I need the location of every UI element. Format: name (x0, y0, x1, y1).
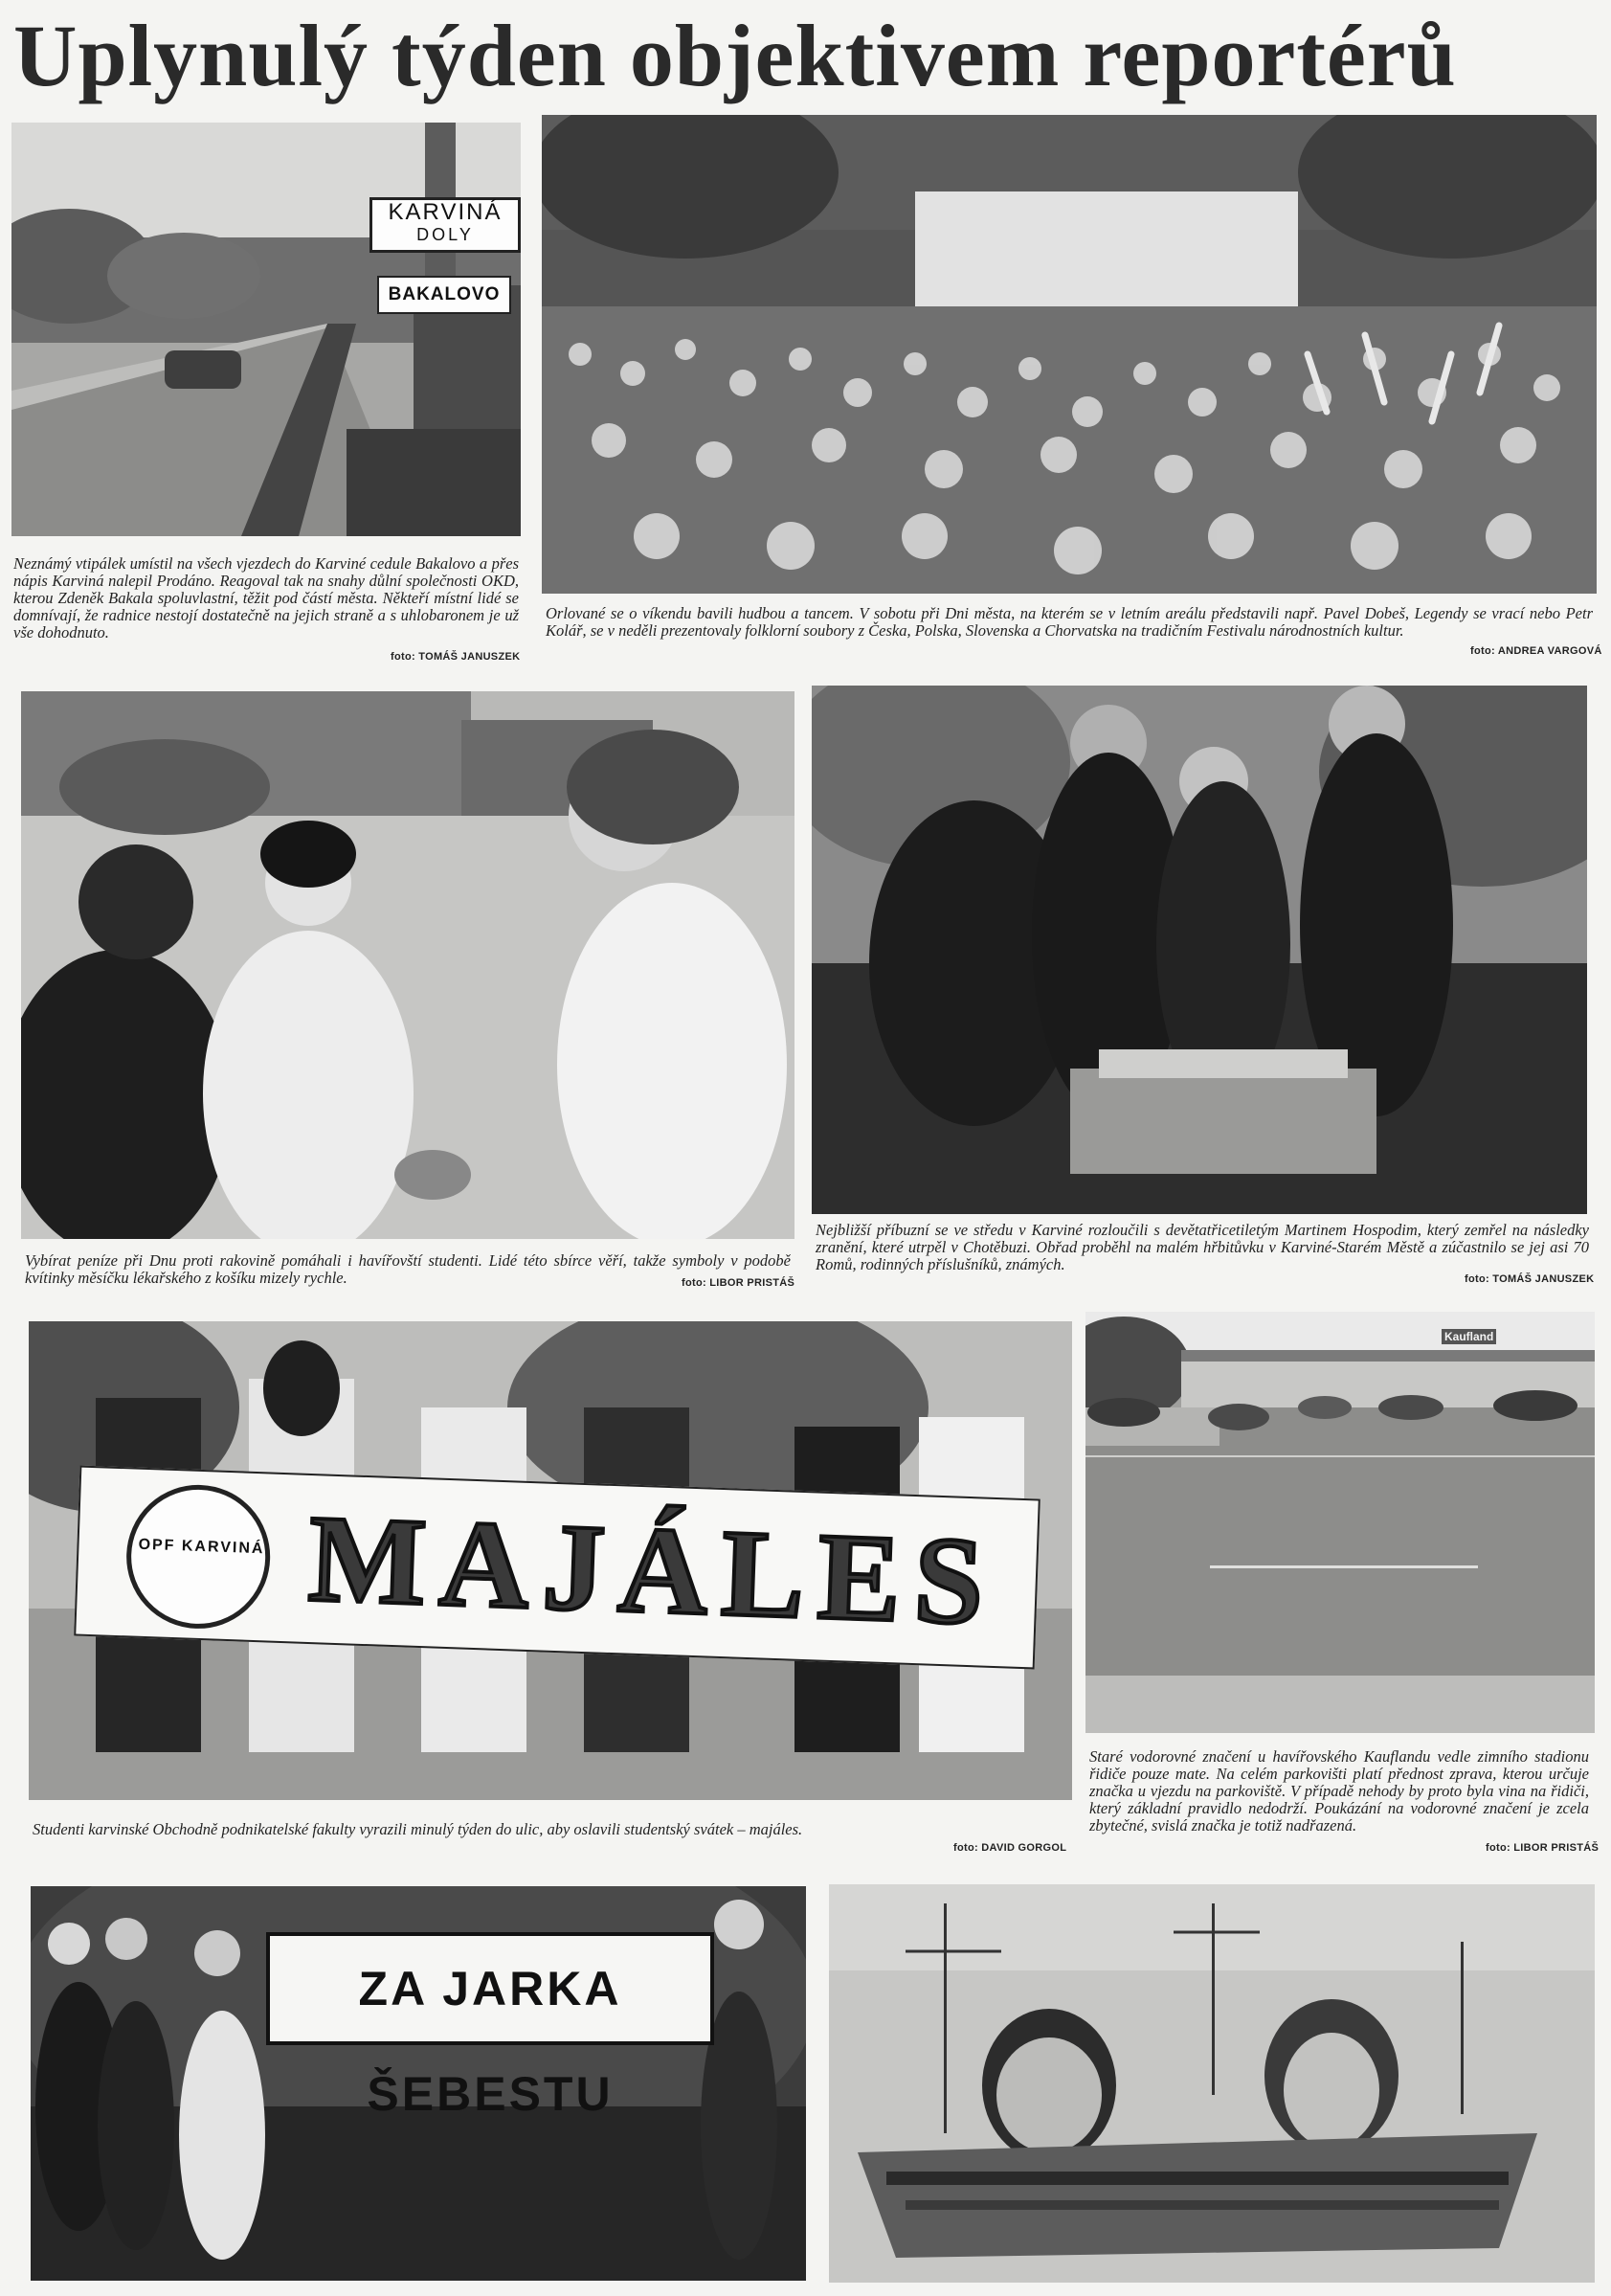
photo-ship-model (829, 1884, 1595, 2283)
photo-protest-banner (31, 1886, 806, 2281)
sign-bakalovo-text: BAKALOVO (388, 284, 501, 304)
credit-festival: foto: ANDREA VARGOVÁ (1470, 645, 1602, 657)
photo-festival-crowd (542, 115, 1597, 594)
photo-majales (29, 1321, 1072, 1800)
funeral-scene-image (812, 686, 1587, 1214)
photo-student-collection (21, 691, 794, 1239)
road-scene-image (11, 123, 521, 536)
photo-funeral (812, 686, 1587, 1214)
credit-road-sign: foto: TOMÁŠ JANUSZEK (391, 651, 521, 663)
page-headline: Uplynulý týden objektivem reportérů (13, 7, 1457, 104)
kaufland-store-sign: Kaufland (1442, 1329, 1496, 1344)
banner-logo-text: OPF KARVINÁ (138, 1536, 265, 1558)
caption-festival: Orlované se o víkendu bavili hudbou a tancem. V sobotu při Dni města, na kterém se v letním areálu představili např. Pavel Dobeš, Legendy se vrací nebo Petr Kolář, se v neděli prezentovaly folklorní soubory z Česka, Polska, Slovenska a Chorvatska na tradičním Festivalu národnostních kultur. (546, 604, 1593, 640)
photo-road-sign (11, 123, 521, 536)
collection-scene-image (21, 691, 794, 1239)
karvina-town-sign (369, 197, 521, 253)
caption-student-collection: Vybírat peníze při Dnu proti rakovině pomáhali i havířovští studenti. Lidé této sbírce věří, takže symboly v podobě kvítinky měsíčku lékařského z košíku mizely rychle. (25, 1251, 791, 1287)
banner-majales-text: MAJÁLES (306, 1489, 999, 1652)
caption-kaufland: Staré vodorovné značení u havířovského Kauflandu vedle zimního stadionu řidiče pouze mate. Na celém parkovišti platí přednost zprava, kterou určuje značka u vjezdu na parkoviště. V případě nehody by proto byla vina na řidiči, který základní pravidlo nedodrží. Poukázání na vodorovné značení je zcela zbytečné, svislá značka je totiž nadřazená. (1089, 1747, 1589, 1835)
caption-funeral: Nejbližší příbuzní se ve středu v Karviné rozloučili s devětatřicetiletým Martinem Hospodim, který zemřel na následky zranění, které utrpěl v Chotěbuzi. Obřad proběhl na malém hřbitůvku v Karviné-Starém Městě a zúčastnilo se jej asi 70 Romů, rodinných příslušníků, známých. (816, 1221, 1589, 1273)
photo-kaufland-parking (1085, 1312, 1595, 1733)
sign-doly-text: DOLY (416, 225, 474, 244)
credit-funeral: foto: TOMÁŠ JANUSZEK (1465, 1273, 1595, 1285)
protest-banner-text: ZA JARKA ŠEBESTU (358, 1962, 622, 2121)
ship-model-image (829, 1884, 1595, 2283)
credit-student-collection: foto: LIBOR PRISTÁŠ (682, 1277, 795, 1289)
crowd-scene-image (542, 115, 1597, 594)
protest-banner (266, 1932, 714, 2121)
credit-majales: foto: DAVID GORGOL (953, 1842, 1067, 1854)
bakalovo-sticker (377, 276, 511, 314)
credit-kaufland: foto: LIBOR PRISTÁŠ (1486, 1842, 1600, 1854)
majales-banner (74, 1466, 1040, 1670)
parking-scene-image (1085, 1312, 1595, 1733)
caption-majales: Studenti karvinské Obchodně podnikatelské fakulty vyrazili minulý týden do ulic, aby oslavili studentský svátek – majáles. (33, 1820, 803, 1838)
sign-karvina-text: KARVINÁ (388, 199, 503, 225)
caption-road-sign: Neznámý vtipálek umístil na všech vjezdech do Karviné cedule Bakalovo a přes nápis Karviná nalepil Prodáno. Reagoval tak na snahy důlní společnosti OKD, kterou Zdeněk Bakala spoluvlastní, těžit pod částí města. Někteří místní lidé se domnívají, že radnice nestojí dostatečně na jejich straně a s uhlobaronem je už vše dohodnuto. (13, 554, 519, 642)
